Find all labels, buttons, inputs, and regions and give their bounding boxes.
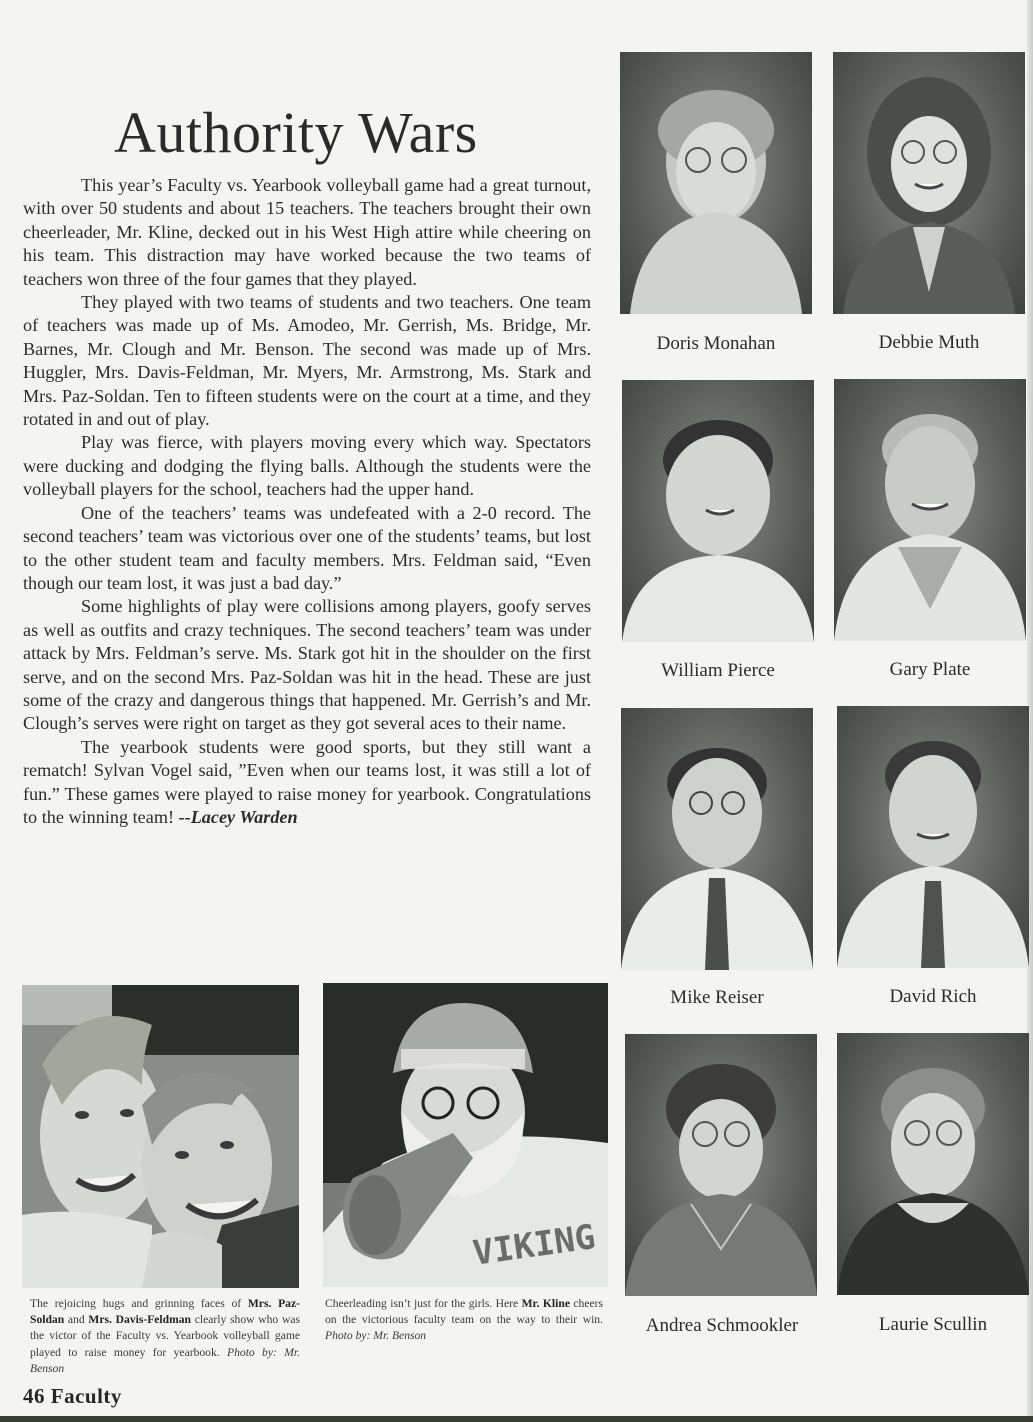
article-paragraph-text: The yearbook students were good sports, but they still want a rematch! Sylvan Vogel said, ”Even when our teams lost, it was still a lot of fun.” These games were played to raise money for yearbook. Congratulations to the winning team!: [23, 736, 591, 827]
photo-credit: Photo by: Mr. Benson: [30, 1345, 300, 1375]
portrait-image: [621, 708, 813, 970]
article-body: [23, 174, 591, 829]
portrait-image: [620, 52, 812, 314]
faculty-name: David Rich: [889, 986, 977, 1007]
article-paragraph: One of the teachers’ teams was undefeated with a 2-0 record. The second teachers’ team was victorious over one of the students’ teams, but lost to the other student team and faculty members. Mrs. Feldman said, “Even though our team lost, it was just a bad day.”: [23, 502, 591, 593]
article-paragraph: This year’s Faculty vs. Yearbook volleyball game had a great turnout, with over 50 students and about 15 teachers. The teachers brought their own cheerleader, Mr. Kline, decked out in his West High attire while cheering on his team. This distraction may have worked because the two teams of teachers won three of the four games that they played.: [23, 175, 591, 289]
portrait-photo: [622, 380, 814, 642]
caption-name-bold: Mr. Kline: [521, 1297, 570, 1310]
scan-bottom-edge: [0, 1416, 1033, 1422]
byline: --Lacey Warden: [178, 806, 298, 827]
article-paragraph-last: [23, 736, 591, 830]
faculty-name: Debbie Muth: [878, 332, 980, 353]
portrait-image: [837, 1033, 1029, 1295]
caption-text: and: [64, 1313, 89, 1327]
portrait-photo: [834, 379, 1026, 641]
section-name: Faculty: [50, 1384, 122, 1408]
portrait-image: [625, 1034, 817, 1296]
portrait-image: [834, 379, 1026, 641]
portrait-photo: [620, 52, 812, 314]
portrait-image: [837, 706, 1029, 968]
faculty-name: Gary Plate: [889, 659, 971, 680]
article-paragraph: Some highlights of play were collisions among players, goofy serves as well as outfits and crazy techniques. The second teachers’ team was under attack by Mrs. Feldman’s serve. Ms. Stark got hit in the shoulder on the first serve, and on the second Mrs. Paz-Soldan was hit in the head. These are just some of the crazy and dangerous things that happened. Mr. Gerrish’s and Mr. Clough’s serves were right on target as they got several aces to their name.: [23, 596, 591, 734]
caption-text: Cheerleading isn’t just for the girls. Here: [325, 1297, 522, 1310]
faculty-name: Andrea Schmookler: [645, 1315, 799, 1336]
faculty-name: Laurie Scullin: [878, 1314, 988, 1335]
page-number: 46: [23, 1384, 45, 1408]
faculty-name: Doris Monahan: [656, 333, 776, 354]
article-title: Authority Wars: [114, 100, 478, 165]
photo-caption-hugging: [30, 1296, 300, 1377]
caption-text: The rejoicing hugs and grinning faces of: [30, 1297, 248, 1310]
photo-cheerleader-megaphone: [323, 983, 608, 1287]
photo-teachers-hugging: [22, 985, 299, 1288]
hugging-photo-image: [22, 985, 299, 1288]
photo-credit: Photo by: Mr. Benson: [325, 1329, 427, 1343]
faculty-name: William Pierce: [661, 660, 775, 681]
portrait-photo: [625, 1034, 817, 1296]
page-folio: [23, 1384, 122, 1409]
article-paragraph: They played with two teams of students and two teachers. One team of teachers was made up of Ms. Amodeo, Mr. Gerrish, Ms. Bridge, Mr. Barnes, Mr. Clough and Mr. Benson. The second was made up of Mrs. Huggler, Mrs. Davis-Feldman, Mr. Myers, Mr. Armstrong, Ms. Stark and Mrs. Paz-Soldan. Ten to fifteen students were on the court at a time, and they rotated in and out of play.: [23, 292, 591, 430]
caption-name-bold: Mrs. Paz-Soldan: [30, 1297, 300, 1327]
caption-text: clearly show who was the victor of the Faculty vs. Yearbook volleyball game played to raise money for yearbook.: [30, 1313, 300, 1359]
caption-text: cheers on the victorious faculty team on the way to their win.: [325, 1297, 603, 1327]
portrait-photo: [837, 1033, 1029, 1295]
portrait-photo: [837, 706, 1029, 968]
photo-caption-cheerleader: [325, 1296, 603, 1345]
megaphone-photo-image: [323, 983, 608, 1287]
faculty-name: Mike Reiser: [670, 987, 764, 1008]
portrait-image: [622, 380, 814, 642]
portrait-photo: [621, 708, 813, 970]
article-paragraph: Play was fierce, with players moving every which way. Spectators were ducking and dodging the flying balls. Although the students were the volleyball players for the school, teachers had the upper hand.: [23, 432, 591, 500]
caption-name-bold: Mrs. Davis-Feldman: [88, 1313, 192, 1327]
portrait-image: [833, 52, 1025, 314]
shirt-text: VIKING: [470, 1217, 598, 1274]
portrait-photo: [833, 52, 1025, 314]
